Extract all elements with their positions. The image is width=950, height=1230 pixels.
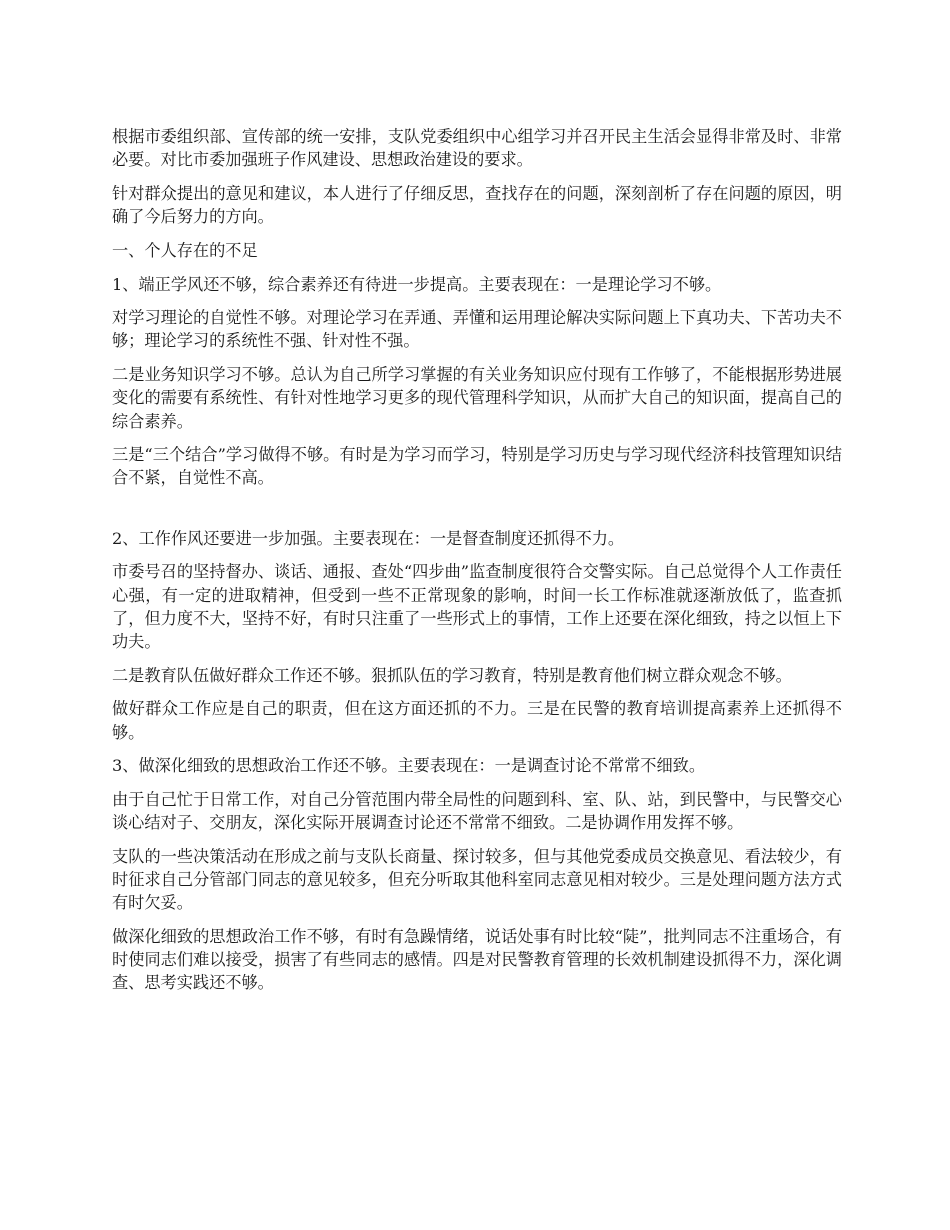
paragraph: 做好群众工作应是自己的职责，但在这方面还抓的不力。三是在民警的教育培训提高素养上还抓得不够。 (112, 699, 842, 742)
paragraph: 二是业务知识学习不够。总认为自己所学习掌握的有关业务知识应付现有工作够了，不能根据形势进展变化的需要有系统性、有针对性地学习更多的现代管理科学知识，从而扩大自己的知识面，提高自己的综合素养。 (112, 365, 842, 431)
section-heading: 一、个人存在的不足 (112, 240, 258, 260)
paragraph: 对学习理论的自觉性不够。对理论学习在弄通、弄懂和运用理论解决实际问题上下真功夫、下苦功夫不够；理论学习的系统性不强、针对性不强。 (112, 308, 842, 351)
paragraph-point-3: 3、做深化细致的思想政治工作还不够。主要表现在：一是调查讨论不常常不细致。 (112, 756, 706, 776)
paragraph-intro: 根据市委组织部、宣传部的统一安排，支队党委组织中心组学习并召开民主生活会显得非常及时、非常必要。对比市委加强班子作风建设、思想政治建设的要求。 (112, 127, 842, 170)
paragraph-reflection: 针对群众提出的意见和建议，本人进行了仔细反思，查找存在的问题，深刻剖析了存在问题的原因，明确了今后努力的方向。 (112, 183, 842, 227)
document-body (112, 125, 842, 1005)
paragraph: 三是“三个结合”学习做得不够。有时是为学习而学习，特别是学习历史与学习现代经济科技管理知识结合不紧，自觉性不高。 (112, 445, 842, 488)
paragraph-point-1: 1、端正学风还不够，综合素养还有待进一步提高。主要表现在：一是理论学习不够。 (112, 274, 722, 294)
paragraph: 由于自己忙于日常工作，对自己分管范围内带全局性的问题到科、室、队、站，到民警中，与民警交心谈心结对子、交朋友，深化实际开展调查讨论还不常常不细致。二是协调作用发挥不够。 (112, 789, 842, 833)
paragraph: 市委号召的坚持督办、谈话、通报、查处“四步曲”监查制度很符合交警实际。自己总觉得个人工作责任心强，有一定的进取精神，但受到一些不正常现象的影响，时间一长工作标准就逐渐放低了，监查抓了，但力度不大，坚持不好，有时只注重了一些形式上的事情，工作上还要在深化细致，持之以恒上下功夫。 (112, 562, 842, 651)
paragraph: 做深化细致的思想政治工作不够，有时有急躁情绪，说话处事有时比较“陡”，批判同志不注重场合，有时使同志们难以接受，损害了有些同志的感情。四是对民警教育管理的长效机制建设抓得不力，深化调查、思考实践还不够。 (112, 926, 842, 993)
paragraph-point-2: 2、工作作风还要进一步加强。主要表现在：一是督查制度还抓得不力。 (112, 528, 625, 548)
paragraph: 二是教育队伍做好群众工作还不够。狠抓队伍的学习教育，特别是教育他们树立群众观念不够。 (112, 665, 792, 685)
paragraph: 支队的一些决策活动在形成之前与支队长商量、探讨较多，但与其他党委成员交换意见、看法较少，有时征求自己分管部门同志的意见较多，但充分听取其他科室同志意见相对较少。三是处理问题方法方式有时欠妥。 (112, 846, 842, 913)
